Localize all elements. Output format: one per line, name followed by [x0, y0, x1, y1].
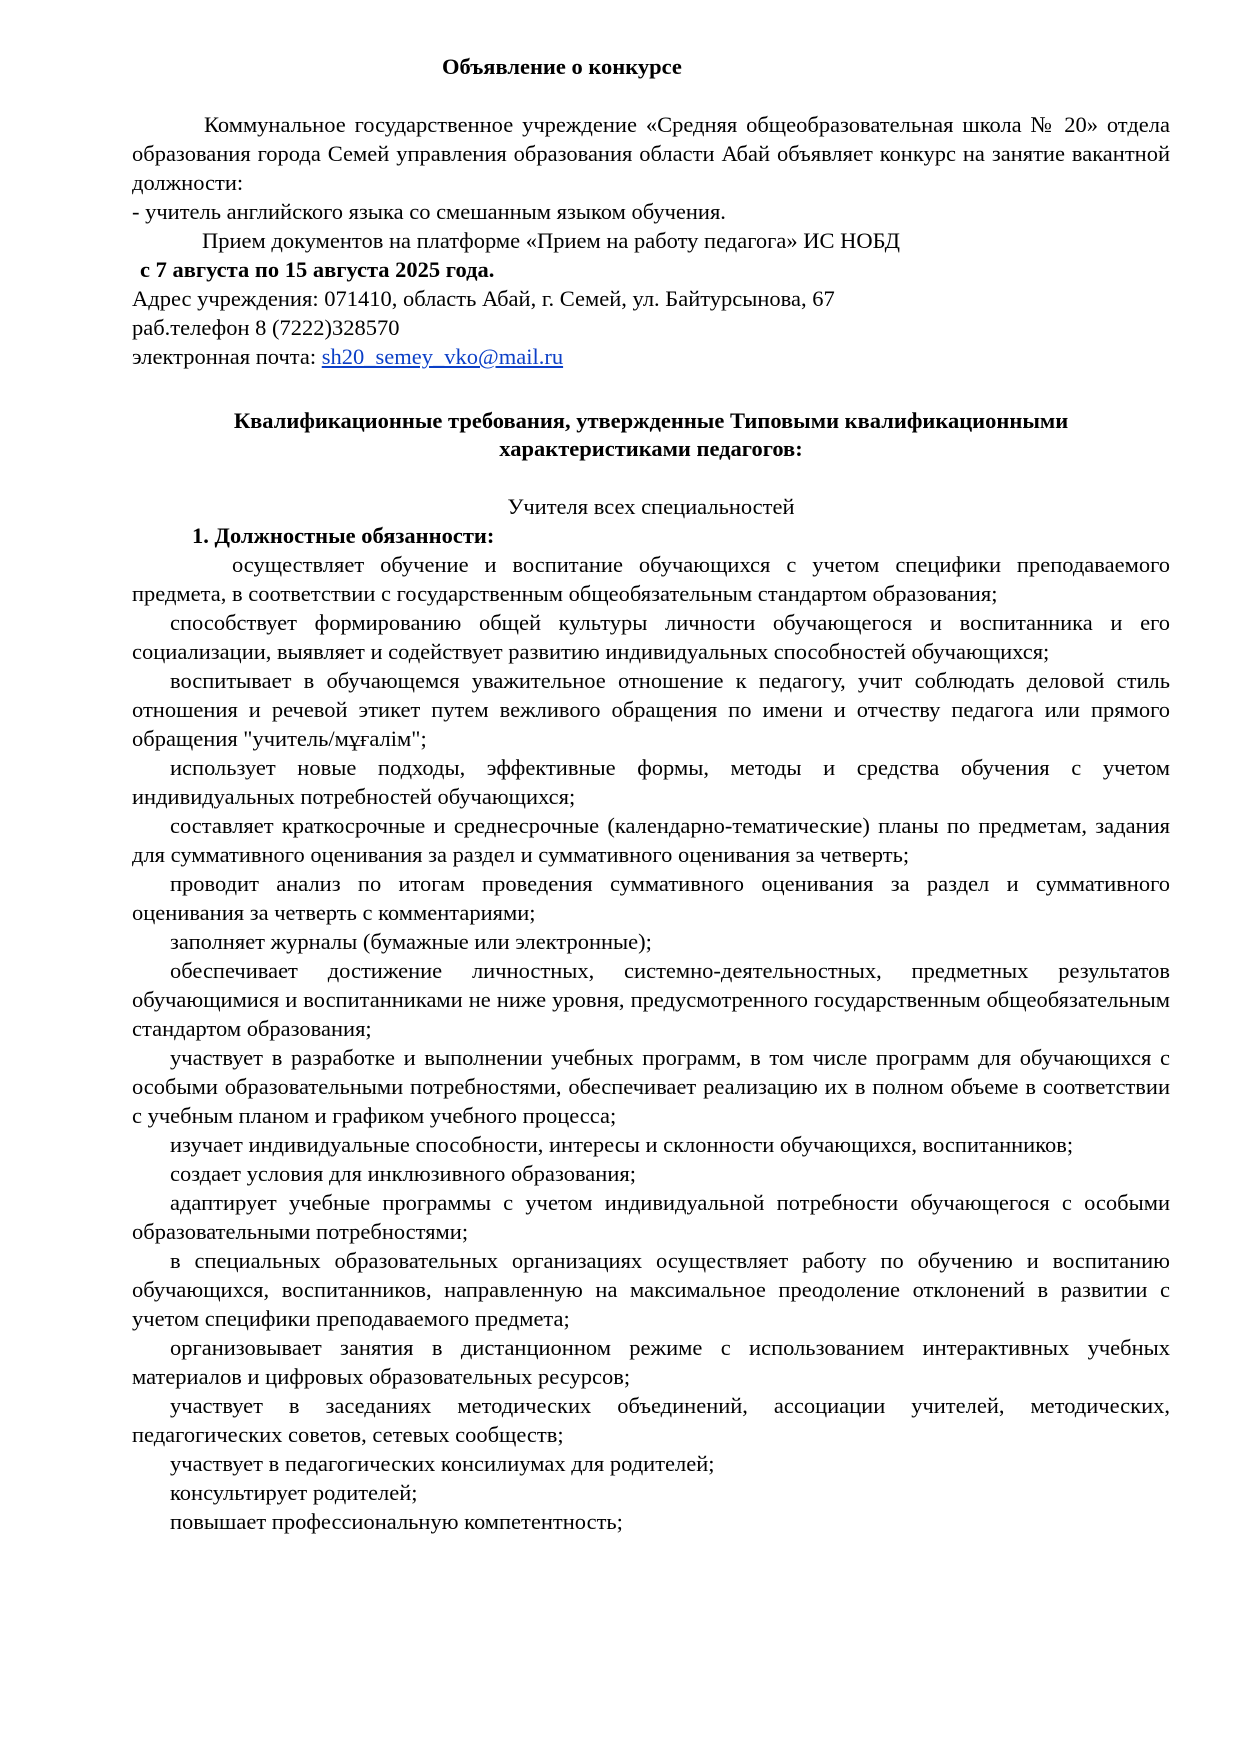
announcement-title: Объявление о конкурсе: [442, 54, 682, 79]
reception-dates: с 7 августа по 15 августа 2025 года.: [140, 257, 495, 282]
duty-item: повышает профессиональную компетентность;: [170, 1509, 623, 1534]
document-page: [132, 52, 1170, 1536]
duty-item: использует новые подходы, эффективные формы, методы и средства обучения с учетом индивидуальных потребностей обучающихся;: [132, 755, 1170, 809]
qualification-title: [132, 407, 1170, 463]
duty-item: участвует в разработке и выполнении учебных программ, в том числе программ для обучающихся с особыми образовательными потребностями, обеспечивает реализацию их в полном объеме в соответствии с учебным планом и графиком учебного процесса;: [132, 1045, 1170, 1128]
duty-item: способствует формированию общей культуры личности обучающегося и воспитанника и его социализации, выявляет и содействует развитию индивидуальных способностей обучающихся;: [132, 610, 1170, 664]
duty-item: участвует в педагогических консилиумах для родителей;: [170, 1451, 715, 1476]
email-line: [132, 342, 1170, 371]
qualification-title-line2: характеристиками педагогов:: [499, 436, 803, 461]
duty-item: организовывает занятия в дистанционном режиме с использованием интерактивных учебных материалов и цифровых образовательных ресурсов;: [132, 1335, 1170, 1389]
duty-item: осуществляет обучение и воспитание обучающихся с учетом специфики преподаваемого предмета, в соответствии с государственным общеобязательным стандартом образования;: [132, 552, 1170, 606]
duty-item: создает условия для инклюзивного образования;: [170, 1161, 636, 1186]
duty-item: составляет краткосрочные и среднесрочные (календарно-тематические) планы по предметам, задания для суммативного оценивания за раздел и суммативного оценивания за четверть;: [132, 813, 1170, 867]
duty-item: консультирует родителей;: [170, 1480, 418, 1505]
institution-address: Адрес учреждения: 071410, область Абай, г. Семей, ул. Байтурсынова, 67: [132, 286, 835, 311]
duty-item: воспитывает в обучающемся уважительное отношение к педагогу, учит соблюдать деловой стиль отношения и речевой этикет путем вежливого обращения по имени и отчеству педагога или прямого обращения "учитель/мұғалім";: [132, 668, 1170, 751]
qualification-title-line1: Квалификационные требования, утвержденные Типовыми квалификационными: [233, 408, 1069, 433]
duties-list: [132, 550, 1170, 1536]
duty-item: адаптирует учебные программы с учетом индивидуальной потребности обучающегося с особыми образовательными потребностями;: [132, 1190, 1170, 1244]
vacant-position: - учитель английского языка со смешанным языком обучения.: [132, 199, 726, 224]
duty-item: в специальных образовательных организациях осуществляет работу по обучению и воспитанию обучающихся, воспитанников, направленную на максимальное преодоление отклонений в развитии с учетом специфики преподаваемого предмета;: [132, 1248, 1170, 1331]
email-link[interactable]: sh20_semey_vko@mail.ru: [321, 344, 564, 369]
duty-item: участвует в заседаниях методических объединений, ассоциации учителей, методических, педагогических советов, сетевых сообществ;: [132, 1393, 1170, 1447]
email-label: электронная почта:: [132, 344, 322, 369]
duty-item: обеспечивает достижение личностных, системно-деятельностных, предметных результатов обучающимися и воспитанниками не ниже уровня, предусмотренного государственным общеобязательным стандартом образования;: [132, 958, 1170, 1041]
work-phone: раб.телефон 8 (7222)328570: [132, 315, 400, 340]
document-reception: Прием документов на платформе «Прием на работу педагога» ИС НОБД: [202, 228, 901, 253]
duty-item: проводит анализ по итогам проведения суммативного оценивания за раздел и суммативного оценивания за четверть с комментариями;: [132, 871, 1170, 925]
teachers-subtitle: Учителя всех специальностей: [507, 494, 795, 519]
duty-item: заполняет журналы (бумажные или электронные);: [170, 929, 652, 954]
section-heading-duties: 1. Должностные обязанности:: [192, 523, 495, 548]
announcement-intro: Коммунальное государственное учреждение «Средняя общеобразовательная школа № 20» отдела образования города Семей управления образования области Абай объявляет конкурс на занятие вакантной должности:: [132, 112, 1170, 195]
duty-item: изучает индивидуальные способности, интересы и склонности обучающихся, воспитанников;: [170, 1132, 1074, 1157]
